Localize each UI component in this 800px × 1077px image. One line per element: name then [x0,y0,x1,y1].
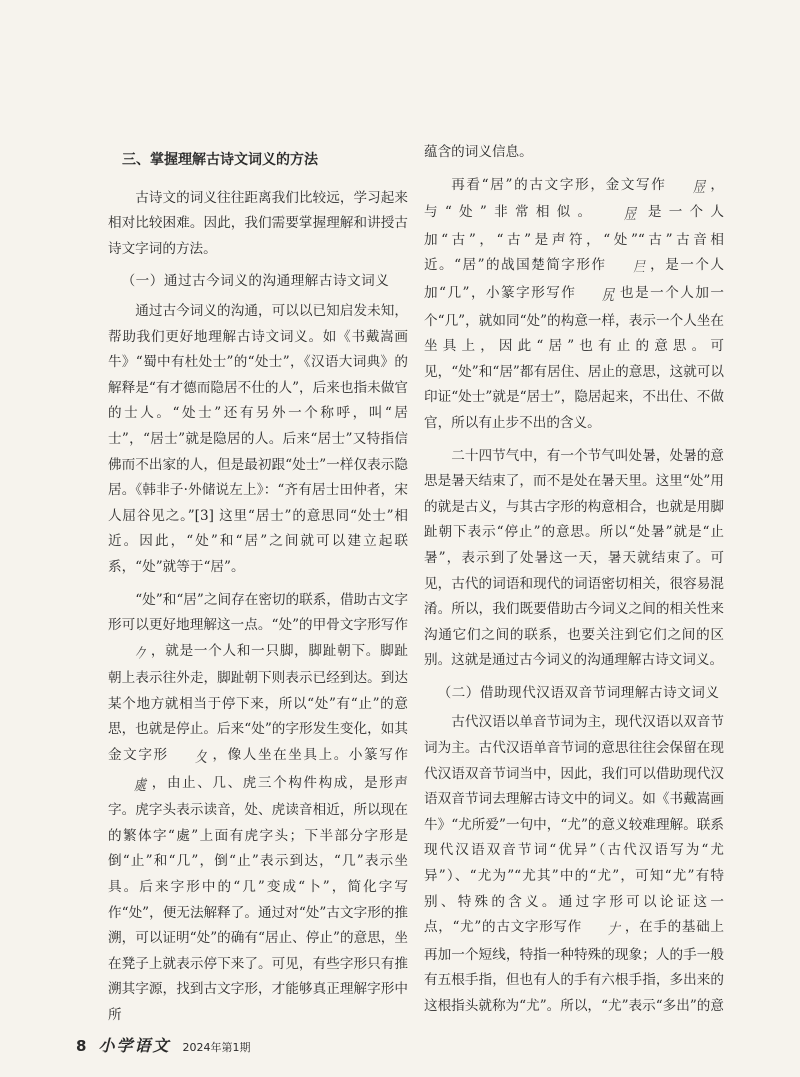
page-footer [76,1033,250,1056]
bronze-glyph-chu: 夂 [194,748,207,767]
seal-glyph-chu: 處 [133,775,146,794]
intro-paragraph: 古诗文的词义往往距离我们比较远，学习起来相对比较困难。因此，我们需要掌握理解和讲授古诗文字词的方法。 [108,189,408,257]
seal-glyph-ju: 尻 [602,285,615,304]
paragraph-ju-glyph: 再看“居”的古文字形，金文写作 㞐 ，与“处”非常相似。 㞐 是一个人加“古”，“古”是声符，“处”“古”古音相近。“居”的战国楚简字形作 𡰥 ，是一个人加“几”，小篆字形写作 尻 也是一个人加一个“几”，就如同“处”的构意一样，表示一个人坐在坐具上，因此“居”也有止的意思。可见，“处”和“居”都有居住、居止的意思，这就可以印证“处士”就是“居士”，隐居起来，不出仕、不做官，所以有止步不出的含义。 [424,176,725,431]
left-column [108,148,408,1036]
subsection-title-2: （二）借助现代汉语双音节词理解古诗文词义 [437,684,720,701]
section-title: 三、掌握理解古诗文词义的方法 [122,152,318,168]
journal-name: 小学语文 [98,1036,171,1055]
paragraph-chushi: 通过古今词义的沟通，可以以已知启发未知，帮助我们更好地理解古诗文词义。如《书戴嵩画牛》“蜀中有杜处士”的“处士”，《汉语大词典》的解释是“有才德而隐居不仕的人”，后来也指未做官的士人。“处士”还有另外一个称呼，叫“居士”，“居士”就是隐居的人。后来“居士”又特指信佛而不出家的人，但是最初跟“处士”一样仅表示隐居。《韩非子·外储说左上》：“齐有居士田仲者，宋人屈谷见之。”[3] 这里“居士”的意思同“处士”相近。因此，“处”和“居”之间就可以建立起联系，“处”就等于“居”。 [108,302,408,575]
page-number: 8 [76,1037,87,1055]
oracle-glyph-chu: 𠂊 [133,643,146,662]
bronze-glyph-ju: 㞐 [692,177,705,196]
paragraph-continuation: 蕴含的词义信息。 [424,144,533,160]
paragraph-chushu: 二十四节气中，有一个节气叫处暑，处暑的意思是暑天结束了，而不是处在暑天里。这里“处”用的就是古义，与其古字形的构意相合，也就是用脚趾朝下表示“停止”的意思。所以“处暑”就是“止暑”，表示到了处暑这一天，暑天就结束了。可见，古代的词语和现代的词语密切相关，很容易混淆。所以，我们既要借助古今词义之间的相关性来沟通它们之间的联系，也要关注到它们之间的区别。这就是通过古今词义的沟通理解古诗文词义。 [424,447,724,669]
chu-slip-glyph-ju: 𡰥 [632,258,645,277]
ancient-glyph-you: 𠂇 [607,920,620,939]
bronze-glyph-ju-2: 㞐 [624,205,637,224]
paragraph-chu-glyph: “处”和“居”之间存在密切的联系，借助古文字形可以更好地理解这一点。“处”的甲骨文字形写作𠂊 ，就是一个人和一只脚，脚趾朝下。脚趾朝上表示往外走，脚趾朝下则表示已经到达。到达某个地方就相当于停下来，所以“处”有“止”的意思，也就是停止。后来“处”的字形发生变化，如其金文字形 夂 ，像人坐在坐具上。小篆写作處 ，由止、几、虎三个构件构成，是形声字。虎字头表示读音，处、虎读音相近，所以现在的繁体字“處”上面有虎字头；下半部分字形是倒“止”和“几”，倒“止”表示到达，“几”表示坐具。后来字形中的“几”变成“卜”，简化字写作“处”，便无法解释了。通过对“处”古文字形的推溯，可以证明“处”的确有“居止、停止”的意思，坐在凳子上就表示停下来了。可见，有些字形只有推溯其字源，找到古文字形，才能够真正理解字形中所 [108,591,409,1023]
paragraph-you: 古代汉语以单音节词为主，现代汉语以双音节词为主。古代汉语单音节词的意思往往会保留在现代汉语双音节词当中，因此，我们可以借助现代汉语双音节词去理解古诗文中的词义。如《书戴嵩画牛》“尤所爱”一句中，“尤”的意义较难理解。联系现代汉语双音节词“优异”（古代汉语写为“尤异”）、“尤为”“尤其”中的“尤”，可知“尤”有特别、特殊的含义。通过字形可以论证这一点，“尤”的古文字形写作 𠂇 ，在手的基础上再加一个短线，特指一种特殊的现象；人的手一般有五根手指，但也有人的手有六根手指，多出来的这根指头就称为“尤”。所以，“尤”表示“多出”的意 [424,714,725,1014]
issue-label: 2024年第1期 [182,1041,251,1054]
subsection-title-1: （一）通过古今词义的沟通理解古诗文词义 [121,273,390,290]
right-column [424,140,724,1027]
